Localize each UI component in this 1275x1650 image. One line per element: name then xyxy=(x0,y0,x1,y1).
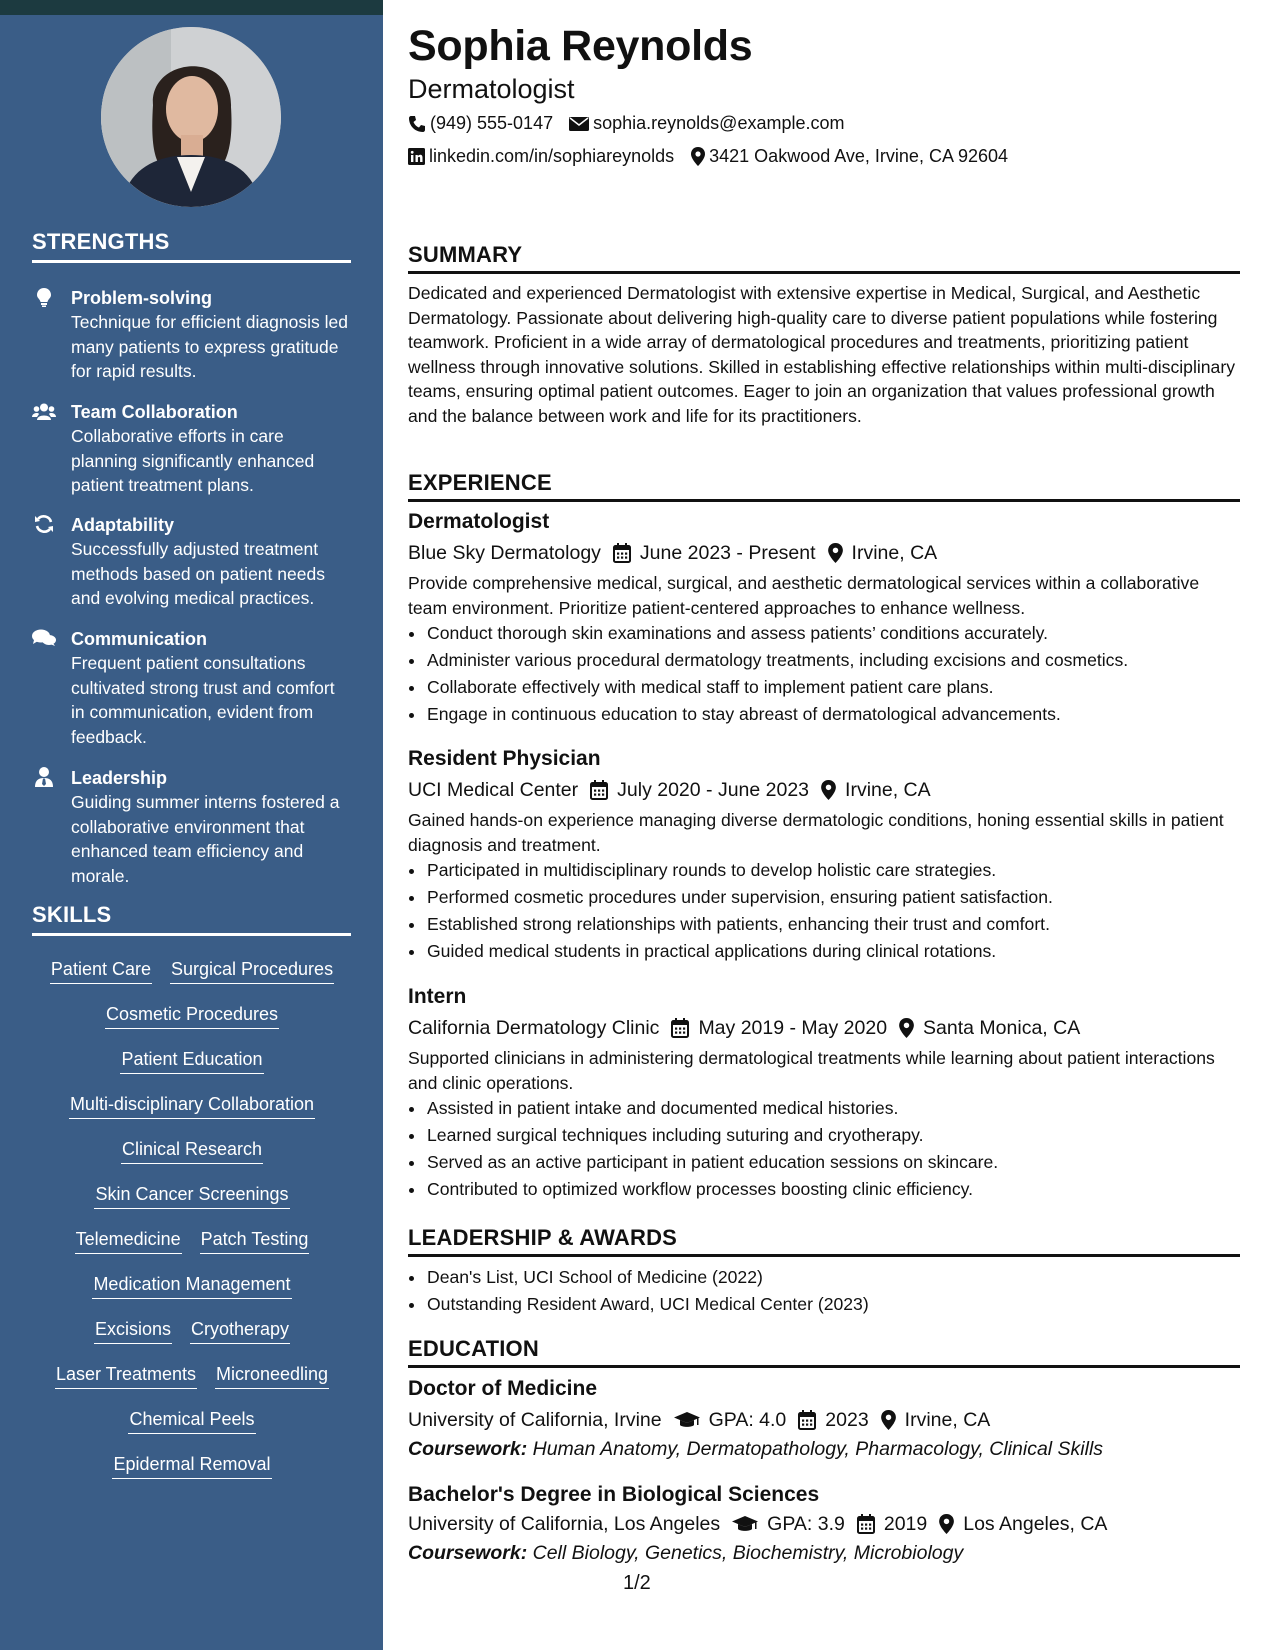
strength-title: Adaptability xyxy=(71,515,175,535)
map-pin-icon xyxy=(899,1018,914,1038)
job-dates: June 2023 - Present xyxy=(639,542,816,564)
strength-title: Leadership xyxy=(71,768,168,788)
education-entry xyxy=(408,1481,1240,1568)
strength-title: Problem-solving xyxy=(71,288,213,308)
phone-contact[interactable] xyxy=(408,113,553,134)
list-item: • Conduct thorough skin examinations and assess patients’ conditions accurately. xyxy=(426,620,1240,647)
list-item: • Outstanding Resident Award, UCI Medical Center (2023) xyxy=(426,1291,1240,1318)
education-entry xyxy=(408,1375,1240,1464)
strength-item-adaptability xyxy=(32,513,352,611)
list-item: • Assisted in patient intake and documented medical histories. xyxy=(426,1095,1240,1122)
strength-desc: Successfully adjusted treatment methods based on patient needs and evolving medical practices. xyxy=(71,539,325,608)
job-meta xyxy=(408,539,1240,567)
job-company: California Dermatology Clinic xyxy=(408,1017,660,1039)
job-company: Blue Sky Dermatology xyxy=(408,542,601,564)
skill-tag: Microneedling xyxy=(215,1363,329,1389)
job-bullets xyxy=(408,857,1240,965)
page-number: 1/2 xyxy=(623,1572,651,1594)
email-text: sophia.reynolds@example.com xyxy=(593,113,845,133)
graduation-year: 2019 xyxy=(883,1513,928,1535)
address-text: 3421 Oakwood Ave, Irvine, CA 92604 xyxy=(709,146,1009,166)
list-item: • Dean's List, UCI School of Medicine (2022) xyxy=(426,1264,1240,1291)
skill-tag: Laser Treatments xyxy=(55,1363,197,1389)
school-location: Irvine, CA xyxy=(904,1409,991,1431)
list-item: • Engage in continuous education to stay abreast of dermatological advancements. xyxy=(426,701,1240,728)
education-heading: EDUCATION xyxy=(408,1336,1240,1368)
graduation-cap-icon xyxy=(732,1515,758,1533)
job-dates: July 2020 - June 2023 xyxy=(617,779,810,801)
skill-tag: Cryotherapy xyxy=(190,1318,290,1344)
strength-item-communication xyxy=(32,627,352,749)
address-contact xyxy=(691,146,1008,167)
job-entry xyxy=(408,983,1240,1203)
degree-title: Bachelor's Degree in Biological Sciences xyxy=(408,1483,820,1506)
map-pin-icon xyxy=(691,147,705,166)
user-tie-icon xyxy=(32,767,56,787)
skill-tag: Clinical Research xyxy=(121,1138,263,1164)
map-pin-icon xyxy=(881,1410,896,1430)
coursework-label: Coursework: xyxy=(408,1542,528,1564)
skills-list xyxy=(32,958,352,1498)
candidate-name: Sophia Reynolds xyxy=(408,22,753,70)
list-item: • Participated in multidisciplinary rounds to develop holistic care strategies. xyxy=(426,857,1240,884)
awards-heading: LEADERSHIP & AWARDS xyxy=(408,1225,1240,1257)
profile-photo xyxy=(101,27,281,207)
calendar-icon xyxy=(857,1514,875,1534)
job-location: Irvine, CA xyxy=(851,542,938,564)
job-title: Dermatologist xyxy=(408,510,550,533)
map-pin-icon xyxy=(828,543,843,563)
job-location: Irvine, CA xyxy=(845,779,931,801)
strength-desc: Collaborative efforts in care planning significantly enhanced patient treatment plans. xyxy=(71,426,315,495)
candidate-title: Dermatologist xyxy=(408,74,575,104)
list-item: • Contributed to optimized workflow processes boosting clinic efficiency. xyxy=(426,1176,1240,1203)
calendar-icon xyxy=(671,1018,689,1038)
skill-tag: Medication Management xyxy=(92,1273,291,1299)
calendar-icon xyxy=(613,543,631,563)
envelope-icon xyxy=(569,116,589,132)
list-item: • Served as an active participant in patient education sessions on skincare. xyxy=(426,1149,1240,1176)
skill-tag: Excisions xyxy=(94,1318,172,1344)
map-pin-icon xyxy=(939,1514,954,1534)
strength-desc: Technique for efficient diagnosis led many patients to express gratitude for rapid results. xyxy=(71,312,348,381)
list-item: • Guided medical students in practical applications during clinical rotations. xyxy=(426,938,1240,965)
job-entry xyxy=(408,745,1240,965)
job-description: Supported clinicians in administering dermatological treatments while learning about patient interactions and clinic operations. xyxy=(408,1048,1215,1093)
skill-tag: Skin Cancer Screenings xyxy=(94,1183,289,1209)
coursework-list: Cell Biology, Genetics, Biochemistry, Microbiology xyxy=(532,1542,964,1564)
phone-text: (949) 555-0147 xyxy=(430,113,554,133)
strength-item-problem-solving xyxy=(32,286,352,384)
job-dates: May 2019 - May 2020 xyxy=(698,1017,888,1039)
skills-heading: SKILLS xyxy=(32,902,351,936)
skill-tag: Surgical Procedures xyxy=(170,958,334,984)
phone-icon xyxy=(408,115,426,133)
map-pin-icon xyxy=(821,780,836,800)
job-entry xyxy=(408,508,1240,728)
calendar-icon xyxy=(590,780,608,800)
lightbulb-icon xyxy=(32,287,56,307)
skill-tag: Patch Testing xyxy=(200,1228,310,1254)
graduation-cap-icon xyxy=(674,1411,700,1429)
coursework-list: Human Anatomy, Dermatopathology, Pharmacology, Clinical Skills xyxy=(532,1438,1104,1460)
strength-title: Team Collaboration xyxy=(71,402,238,422)
skill-tag: Telemedicine xyxy=(75,1228,182,1254)
education-meta xyxy=(408,1510,1240,1538)
comments-icon xyxy=(32,628,56,648)
job-location: Santa Monica, CA xyxy=(923,1017,1081,1039)
list-item: • Learned surgical techniques including suturing and cryotherapy. xyxy=(426,1122,1240,1149)
strength-title: Communication xyxy=(71,629,208,649)
sidebar-top-bar xyxy=(0,0,383,15)
calendar-icon xyxy=(798,1410,816,1430)
skill-tag: Multi-disciplinary Collaboration xyxy=(69,1093,315,1119)
skill-tag: Epidermal Removal xyxy=(112,1453,271,1479)
contact-line-2 xyxy=(408,146,1008,167)
sync-icon xyxy=(32,514,56,534)
job-title: Resident Physician xyxy=(408,747,601,770)
job-bullets xyxy=(408,1095,1240,1203)
job-company: UCI Medical Center xyxy=(408,779,579,801)
skill-tag: Patient Care xyxy=(50,958,152,984)
summary-heading: SUMMARY xyxy=(408,242,1240,274)
awards-list xyxy=(408,1264,1240,1318)
coursework xyxy=(408,1538,1240,1568)
list-item: • Established strong relationships with patients, enhancing their trust and comfort. xyxy=(426,911,1240,938)
job-meta xyxy=(408,1014,1240,1042)
school-location: Los Angeles, CA xyxy=(963,1513,1108,1535)
school-name: University of California, Los Angeles xyxy=(408,1513,721,1535)
users-icon xyxy=(32,401,56,421)
list-item: • Administer various procedural dermatology treatments, including excisions and cosmetics. xyxy=(426,647,1240,674)
summary-text: Dedicated and experienced Dermatologist with extensive expertise in Medical, Surgical, and Aesthetic Dermatology. Passionate about delivering high-quality care to diverse patient populations while fostering teamwork. Proficient in a wide array of dermatological procedures and treatments, prioritizing patient wellness through innovative solutions. Skilled in establishing effective relationships within multi-disciplinary teams, ensuring optimal patient outcomes. Eager to join an organization that values professional growth and the balance between work and life for its practitioners. xyxy=(408,283,1236,426)
skill-tag: Cosmetic Procedures xyxy=(105,1003,279,1029)
strengths-heading: STRENGTHS xyxy=(32,229,351,263)
job-description: Provide comprehensive medical, surgical, and aesthetic dermatological services within a collaborative team environment. Prioritize patient-centered approaches to enhance wellness. xyxy=(408,573,1200,618)
coursework xyxy=(408,1434,1240,1464)
education-meta xyxy=(408,1406,1240,1434)
linkedin-icon xyxy=(408,148,425,165)
job-title: Intern xyxy=(408,985,467,1008)
contact-line-1 xyxy=(408,113,845,134)
list-item: • Performed cosmetic procedures under supervision, ensuring patient satisfaction. xyxy=(426,884,1240,911)
strength-desc: Frequent patient consultations cultivated strong trust and comfort in communication, evident from feedback. xyxy=(71,653,335,747)
strength-desc: Guiding summer interns fostered a collaborative environment that enhanced team efficiency and morale. xyxy=(71,792,340,886)
degree-title: Doctor of Medicine xyxy=(408,1377,598,1400)
email-contact[interactable] xyxy=(569,113,844,134)
gpa: GPA: 3.9 xyxy=(767,1513,845,1535)
strength-item-leadership xyxy=(32,766,352,888)
linkedin-text: linkedin.com/in/sophiareynolds xyxy=(429,146,675,166)
coursework-label: Coursework: xyxy=(408,1438,528,1460)
job-meta xyxy=(408,776,1240,804)
school-name: University of California, Irvine xyxy=(408,1409,662,1431)
graduation-year: 2023 xyxy=(825,1409,869,1431)
list-item: • Collaborate effectively with medical staff to implement patient care plans. xyxy=(426,674,1240,701)
job-description: Gained hands-on experience managing diverse dermatologic conditions, honing essential skills in patient diagnosis and treatment. xyxy=(408,810,1224,855)
job-bullets xyxy=(408,620,1240,728)
linkedin-contact[interactable] xyxy=(408,146,674,167)
strength-item-team-collaboration xyxy=(32,400,352,498)
sidebar xyxy=(0,0,383,1650)
experience-heading: EXPERIENCE xyxy=(408,470,1240,502)
gpa: GPA: 4.0 xyxy=(708,1409,787,1431)
skill-tag: Chemical Peels xyxy=(128,1408,255,1434)
skill-tag: Patient Education xyxy=(120,1048,263,1074)
